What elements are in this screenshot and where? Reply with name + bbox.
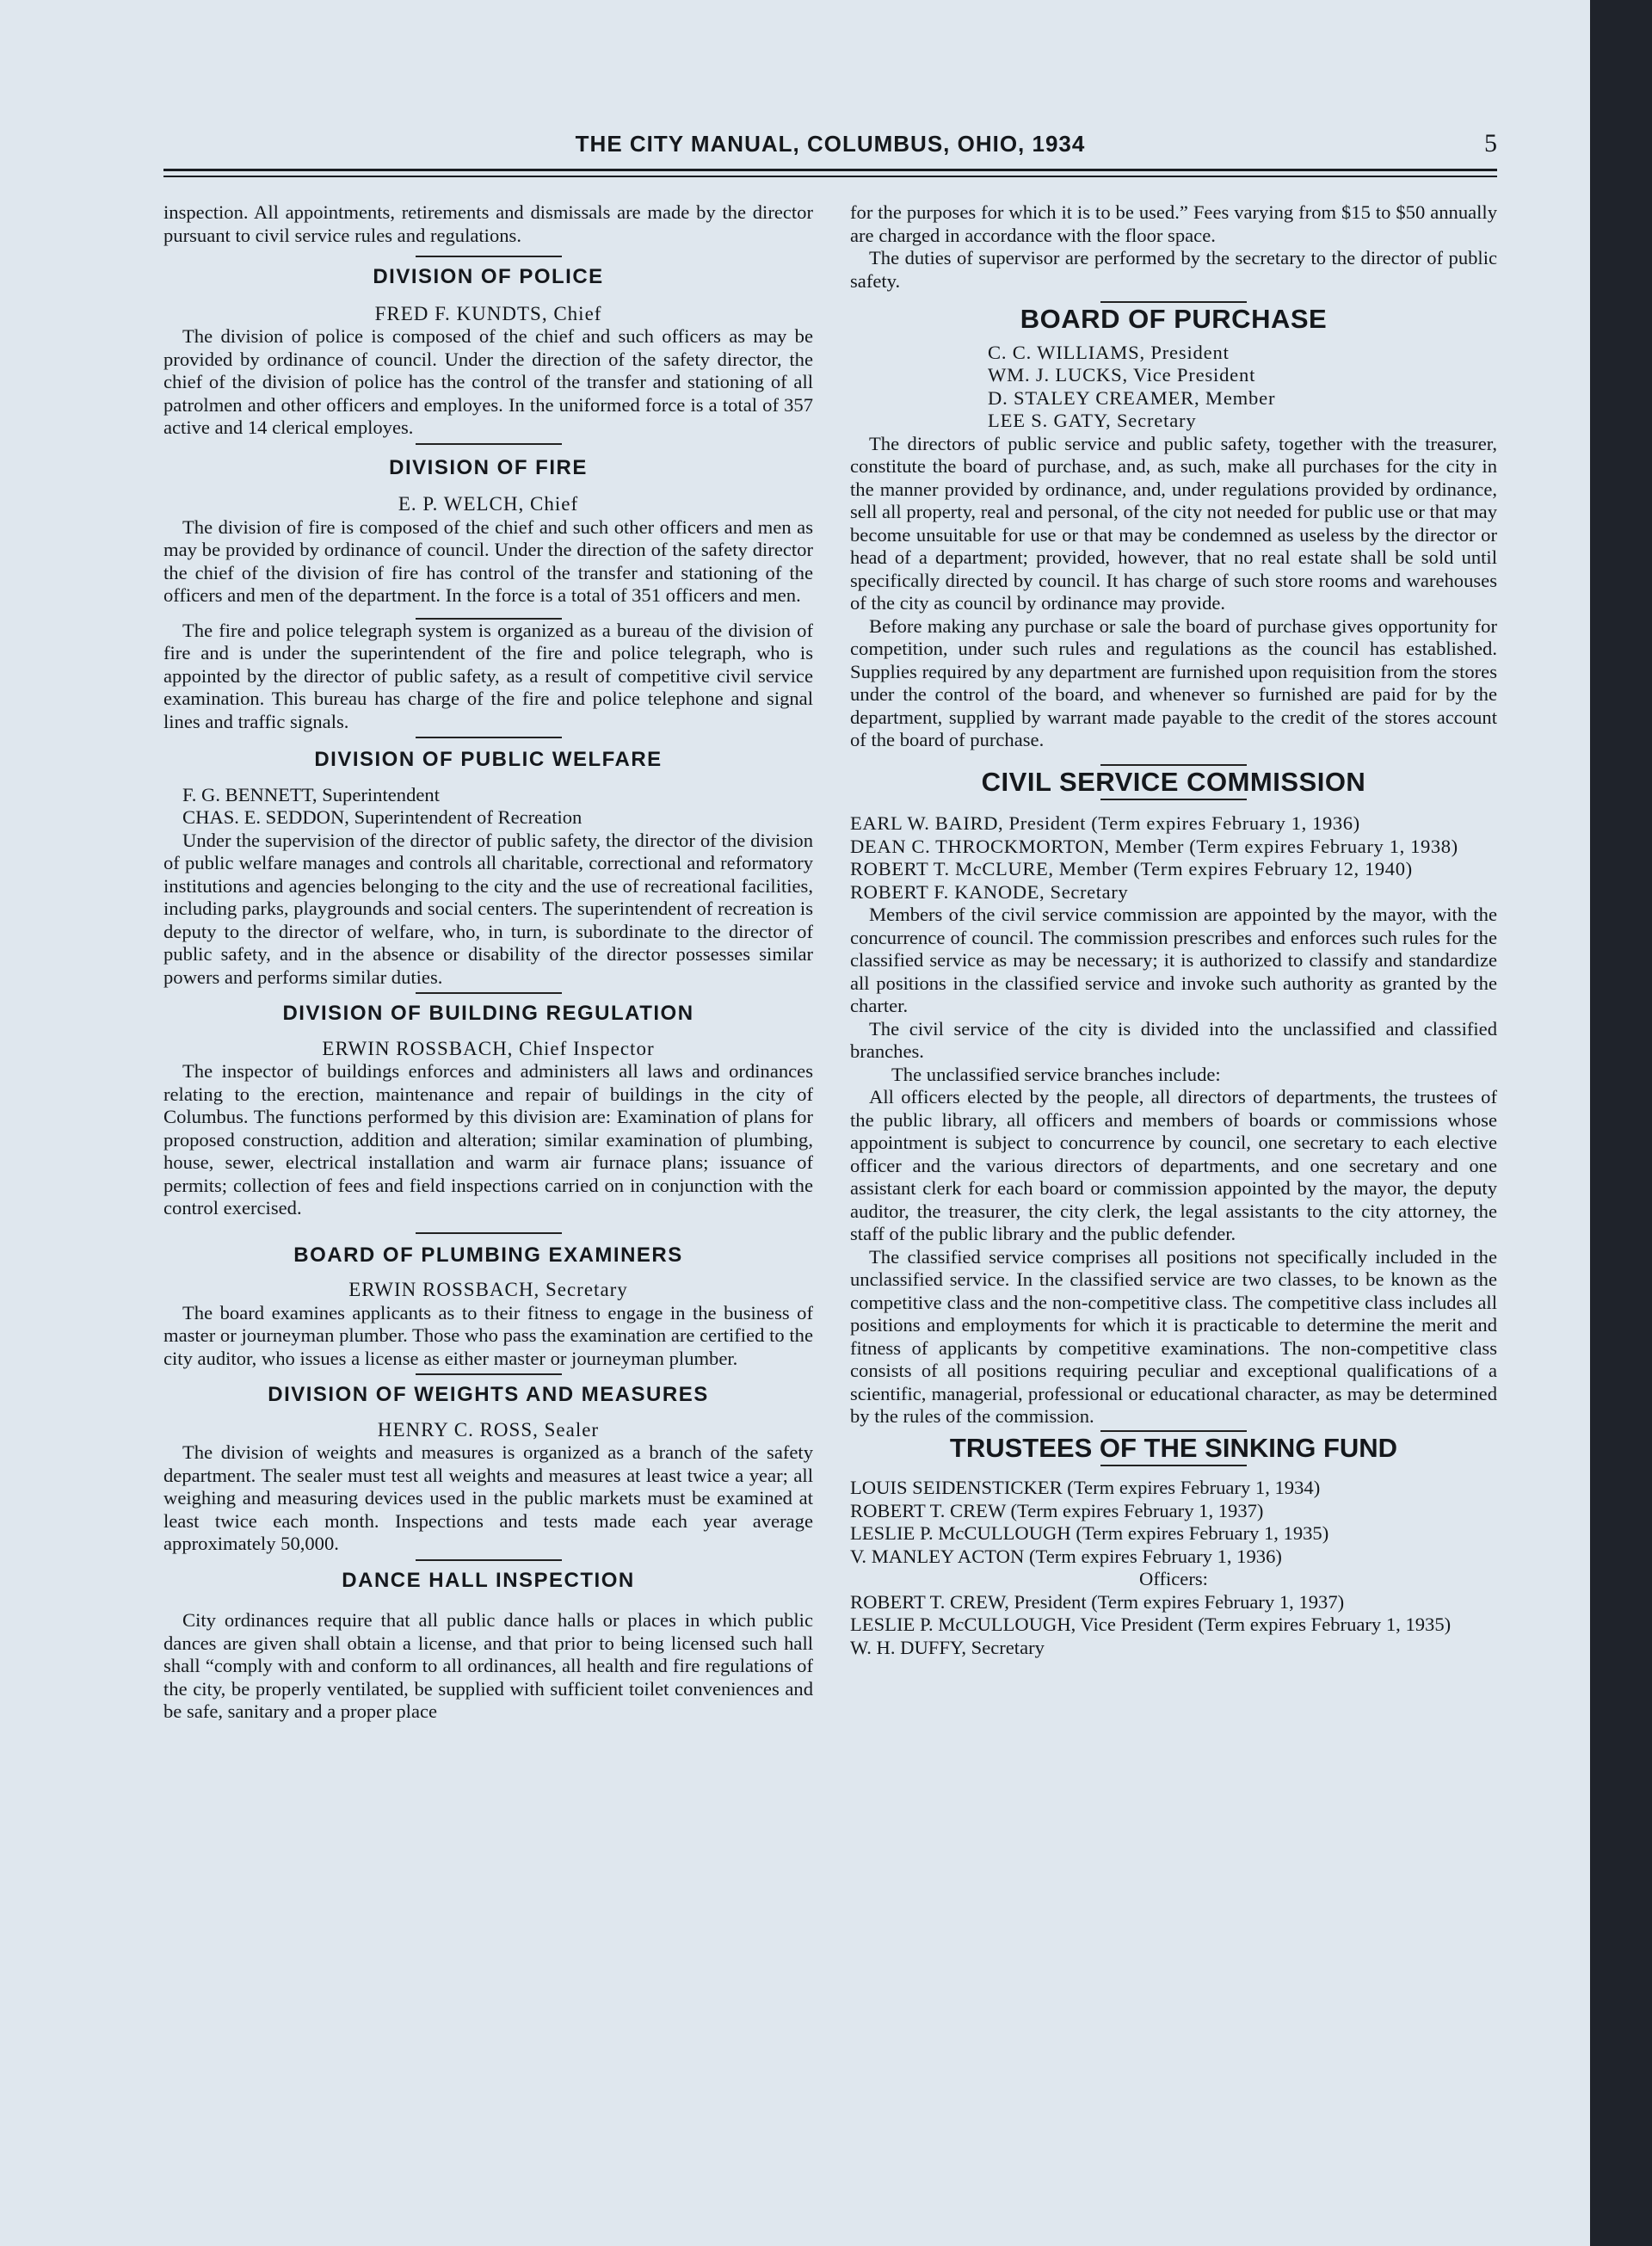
civil-body-5: The classified service comprises all positions not specifically included in the unclassified service. In the classified service are two classes, to be known as the competitive class and the non-competitive class. The competitive class includes all positions and employments for which it is practicable to determine the merit and fitness of applicants by competitive examinations. The non-competitive class consists of all positions requiring peculiar and exceptional qualifications of a scientific, managerial, professional or educational character, as may be determined by the rules of the commission.	[850, 1245, 1497, 1427]
purchase-member: LEE S. GATY, Secretary	[988, 410, 1197, 431]
section-divider	[416, 1559, 562, 1561]
sinking-member: V. MANLEY ACTON (Term expires February 1, 1936)	[850, 1545, 1282, 1567]
purchase-member: C. C. WILLIAMS, President	[988, 341, 1230, 363]
civil-member: EARL W. BAIRD, President (Term expires February 1, 1936)	[850, 812, 1360, 834]
plumbing-heading: BOARD OF PLUMBING EXAMINERS	[293, 1243, 683, 1267]
dance-body: City ordinances require that all public dance halls or places in which public dances are given shall obtain a license, and that prior to being licensed such hall shall “comply with and conform to all ordinances, all health and fire regulations of the city, be properly ventilated, be supplied with sufficient toilet conveniences and be safe, sanitary and a proper place	[163, 1609, 813, 1722]
sinking-heading: TRUSTEES OF THE SINKING FUND	[949, 1432, 1398, 1463]
fire-heading: DIVISION OF FIRE	[389, 455, 588, 479]
sinking-officer: W. H. DUFFY, Secretary	[850, 1636, 1045, 1658]
header-rule-thin	[163, 176, 1497, 177]
plumbing-body: The board examines applicants as to their fitness to engage in the business of master or journeyman plumber. Those who pass the examination are certified to the city auditor, who issues a license as either master or journeyman plumber.	[163, 1301, 813, 1369]
sinking-officer: LESLIE P. McCULLOUGH, Vice President (Term expires February 1, 1935)	[850, 1614, 1452, 1635]
plumbing-secretary: ERWIN ROSSBACH, Secretary	[348, 1279, 628, 1300]
section-divider	[1100, 1430, 1247, 1432]
header-title: THE CITY MANUAL, COLUMBUS, OHIO, 1934	[575, 131, 1086, 157]
civil-member: ROBERT F. KANODE, Secretary	[850, 880, 1129, 903]
fire-body: The division of fire is composed of the chief and such other officers and men as may be provided by ordinance of council. Under the direction of the safety director the chief of the division of fire has control of the transfer and stationing of the officers and men of the department. In the force is a total of 351 officers and men.	[163, 515, 813, 606]
supervisor-note: The duties of supervisor are performed by the secretary to the director of public safety.	[850, 247, 1497, 292]
section-divider	[416, 992, 562, 994]
welfare-body: Under the supervision of the director of public safety, the director of the division of public welfare manages and controls all charitable, correctional and reformatory institutions and agencies belonging to the city and the use of recreational facilities, including parks, playgrounds and social centers. The superintendent of recreation is deputy to the director of welfare, who, in turn, is subordinate to the director of public safety, and in the absence or disability of the director possesses similar powers and performs similar duties.	[163, 829, 813, 988]
telegraph-body: The fire and police telegraph system is organized as a bureau of the division of fire and is under the superintendent of the fire and police telegraph, who is appointed by the director of public safety, as a result of competitive civil service examination. This bureau has charge of the fire and police telephone and signal lines and traffic signals.	[163, 619, 813, 732]
dance-continued: for the purposes for which it is to be used.” Fees varying from $15 to $50 annually are charged in accordance with the floor space.	[850, 201, 1497, 246]
civil-body-3: The unclassified service branches include:	[891, 1063, 1221, 1085]
dance-heading: DANCE HALL INSPECTION	[342, 1568, 635, 1592]
police-chief: FRED F. KUNDTS, Chief	[374, 302, 602, 324]
weights-body: The division of weights and measures is organized as a branch of the safety department. The sealer must test all weights and measures at least twice a year; all weighing and measuring devices used in the public markets must be examined at least twice each month. Inspections and tests made each year average approximately 50,000.	[163, 1441, 813, 1554]
civil-heading: CIVIL SERVICE COMMISSION	[981, 766, 1366, 797]
page-edge-shadow	[1590, 0, 1652, 2246]
welfare-heading: DIVISION OF PUBLIC WELFARE	[314, 748, 663, 771]
fire-chief: E. P. WELCH, Chief	[398, 493, 579, 515]
right-column	[850, 201, 1497, 1659]
civil-body-4: All officers elected by the people, all directors of departments, the trustees of the public library, all officers and members of boards or commissions whose appointment is subject to concurrence by council, one secretary to each elective officer and the various directors of departments, and one secretary and one assistant clerk for each board or commission appointed by the mayor, the deputy auditor, the treasurer, the city clerk, the legal assistants to the city attorney, the staff of the public library and the public defender.	[850, 1086, 1497, 1244]
intro-paragraph: inspection. All appointments, retirements and dismissals are made by the director pursuant to civil service rules and regulations.	[163, 201, 813, 246]
section-divider	[1100, 799, 1247, 800]
police-heading: DIVISION OF POLICE	[373, 265, 604, 288]
civil-member: DEAN C. THROCKMORTON, Member (Term expires February 1, 1938)	[850, 835, 1458, 857]
purchase-member: D. STALEY CREAMER, Member	[988, 386, 1276, 409]
welfare-superintendent: F. G. BENNETT, Superintendent	[182, 783, 440, 805]
section-divider	[416, 256, 562, 257]
sinking-member: ROBERT T. CREW (Term expires February 1, 1937)	[850, 1499, 1264, 1521]
section-divider	[416, 1232, 562, 1234]
section-divider	[1100, 764, 1247, 766]
building-heading: DIVISION OF BUILDING REGULATION	[282, 1002, 694, 1025]
weights-heading: DIVISION OF WEIGHTS AND MEASURES	[268, 1383, 709, 1406]
civil-member: ROBERT T. McCLURE, Member (Term expires February 12, 1940)	[850, 858, 1413, 879]
building-body: The inspector of buildings enforces and administers all laws and ordinances relating to the erection, maintenance and repair of buildings in the city of Columbus. The functions performed by this division are: Examination of plans for proposed construction, addition and alteration; similar examination of plumbing, house, sewer, electrical installation and warm air furnace plans; issuance of permits; collection of fees and field inspections carried on in conjunction with the control exercised.	[163, 1060, 813, 1219]
weights-sealer: HENRY C. ROSS, Sealer	[377, 1418, 600, 1441]
section-divider	[1100, 301, 1247, 303]
page-number: 5	[1484, 129, 1497, 157]
welfare-recreation-superintendent: CHAS. E. SEDDON, Superintendent of Recreation	[182, 806, 583, 828]
officers-label: Officers:	[1139, 1568, 1208, 1589]
sinking-officer: ROBERT T. CREW, President (Term expires February 1, 1937)	[850, 1590, 1345, 1613]
running-header	[163, 129, 1497, 167]
building-inspector: ERWIN ROSSBACH, Chief Inspector	[322, 1037, 655, 1059]
header-rule-thick	[163, 169, 1497, 171]
purchase-member: WM. J. LUCKS, Vice President	[988, 364, 1256, 386]
purchase-body-2: Before making any purchase or sale the board of purchase gives opportunity for competition, under such rules and regulations as the council has established. Supplies required by any department are furnished upon requisition from the stores under the control of the board, and whenever so furnished are paid for by the department, supplied by warrant made payable to the credit of the stores account of the board of purchase.	[850, 614, 1497, 750]
section-divider	[416, 1373, 562, 1375]
sinking-member: LESLIE P. McCULLOUGH (Term expires February 1, 1935)	[850, 1522, 1329, 1544]
civil-body-1: Members of the civil service commission are appointed by the mayor, with the concurrence of council. The commission prescribes and enforces such rules for the classified service as may be necessary; it is authorized to classify and standardize all positions in the classified service and invoke such authority as granted by the charter.	[850, 904, 1497, 1016]
purchase-body-1: The directors of public service and public safety, together with the treasurer, constitute the board of purchase, and, as such, make all purchases for the city in the manner provided by ordinance, and, under regulations provided by ordinance, sell all property, real and personal, of the city not needed for public use or that may become unsuitable for use or that may be condemned as useless by the director or head of a department; provided, however, that no real estate shall be sold until specifically directed by council. It has charge of such store rooms and warehouses of the city as council by ordinance may provide.	[850, 432, 1497, 614]
section-divider	[416, 443, 562, 445]
police-body: The division of police is composed of the chief and such officers as may be provided by ordinance of council. Under the direction of the safety director, the chief of the division of police has the control of the transfer and stationing of all patrolmen and other officers and employes. In the uniformed force is a total of 357 active and 14 clerical employes.	[163, 325, 813, 438]
section-divider	[1100, 1465, 1247, 1466]
civil-body-2: The civil service of the city is divided into the unclassified and classified branches.	[850, 1017, 1497, 1062]
section-divider	[416, 737, 562, 738]
left-column	[163, 201, 813, 1724]
purchase-heading: BOARD OF PURCHASE	[1020, 304, 1328, 334]
sinking-member: LOUIS SEIDENSTICKER (Term expires February 1, 1934)	[850, 1477, 1321, 1498]
